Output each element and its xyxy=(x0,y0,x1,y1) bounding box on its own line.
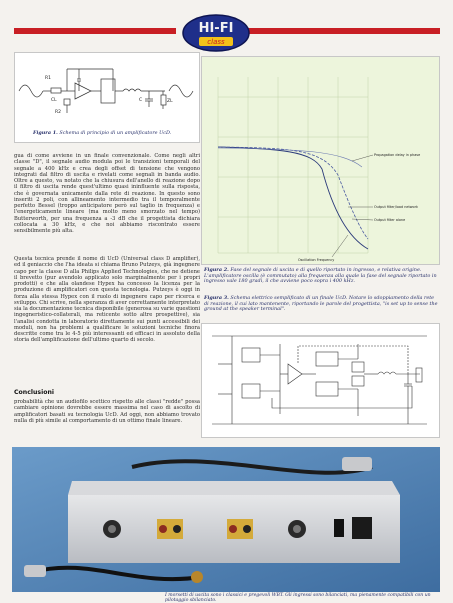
curve-propagation-delay xyxy=(218,148,362,167)
chassis-top xyxy=(68,481,400,495)
figure3-panel xyxy=(201,323,440,438)
input-sine-wave xyxy=(19,85,43,97)
figure3-caption-num: Figura 3. xyxy=(204,295,229,301)
load-zl xyxy=(161,95,166,105)
fig3-speaker-load xyxy=(416,368,422,382)
body-paragraph-2: Questa tecnica prende il nome di UcD (Universal class D amplifier), ed il geniaccio che l'ha ideata si chiama Bruno Putzeys, già ingegnere capo per la classe D alla Philips Applied Technologies, che ne detiene il brevetto (pur avendolo applicato solo marginalmente per i propri prodotti) e che alla olandese Hypex ha concesso la licenza per la produzione di amplificatori con questa tecnologia. Putzeys è oggi in forza alla stessa Hypex con il ruolo di ingegnere capo per ricerca e sviluppo. Chi scrive, nella speranza di aver correttamente interpretato sia la documentazione tecnica disponibile (generosa su varie questioni ingegneristico-collaterali, ma reticente sotto altre prospettive), sia l'analisi condotta in laboratorio direttamente sui punti accessibili dei moduli, non ha problemi a qualificare le soluzioni tecniche finora descritte come tra le 4-5 più interessanti ed efficaci in assoluto della storia dell'amplificazione dell'ultimo quarto di secolo. xyxy=(14,256,201,344)
figure2-caption xyxy=(204,268,440,285)
figure3-schematic xyxy=(202,324,439,437)
driver-lower xyxy=(316,382,338,396)
figure1-caption-text: Schema di principio di un amplificatore UcD. xyxy=(59,130,172,136)
transistor-block-b xyxy=(242,384,260,398)
body-paragraph-3: probabilità che un audiofilo scettico rispetto alle classi "redde" possa cambiare opinione dovrebbe essere massima nel caso di ascolto di amplificatori basati su tecnologia UcD. Ad oggi, non abbiamo trovato nulla di più simile al comportamento di un ottimo finale lineare. xyxy=(14,399,200,424)
resistor-r1 xyxy=(51,88,61,93)
rca-plug-bottom xyxy=(191,571,203,583)
fig3-inductor xyxy=(378,372,396,374)
amplifier-photo-drawing xyxy=(12,447,440,592)
header-red-rule-left xyxy=(14,28,176,34)
figure3-caption-text: Schema elettrico semplificato di un finale UcD. Notare lo sdoppiamento della rete di reazione, il cui lato mantenente, riportando le parole del progettista, "is set up to sense the ground at the speaker terminal". xyxy=(204,295,438,313)
xlr-plug-bottom xyxy=(24,565,46,577)
figure2-phase-chart xyxy=(202,57,439,264)
curve-output-filter-alone xyxy=(218,147,368,239)
figure2-caption-num: Figura 2. xyxy=(204,267,229,273)
annotation-propagation-delay: Propagation delay in phase xyxy=(374,153,421,157)
figure1-caption-num: Figura 1. xyxy=(33,130,58,136)
annotation-output-filter-alone: Output filter alone xyxy=(374,218,406,222)
label-cl: CL xyxy=(51,98,57,103)
driver-upper xyxy=(316,352,338,366)
output-inductor xyxy=(123,89,141,91)
logo-line1: HI-FI xyxy=(198,21,234,36)
hifi-class-logo xyxy=(181,11,251,57)
label-r2: R2 xyxy=(55,110,61,115)
output-sine-wave xyxy=(169,85,193,97)
figure2-caption-text: Fase del segnale di uscita e di quello riportato in ingresso, e relativa origine. L'amplificatore oscilla (è commutato) alla frequenza alla quale la fase del segnale riportato in ingresso vale 180 gradi, il che avviene poco sopra i 400 kHz. xyxy=(204,267,437,285)
curve-output-filter-load xyxy=(218,147,368,249)
amplifier-rear-photo xyxy=(12,447,440,592)
label-zl: ZL xyxy=(167,99,173,104)
body-paragraph-1: gua di come avviene in un finale convenzionale. Come negli altri classe "D", il segnale audio modula poi le transizioni temporali del segnale a 400 kHz e crea degli offset di tensione che vengono integrati dal filtro di uscita e rivelati come segnali in banda audio. Oltre a questo, va notato che la chiusura dell'anello di reazione dopo il filtro di uscita rende quest'ultimo quasi ininfluente sulla risposta, che è governata unicamente dalla rete di reazione. In questo sono inseriti 2 poli, con allineamento intermedio tra il temporalmente perfetto Bessel (troppo anticipatore però sul taglio in frequenza) e l'energeticamente lineare (ma molto meno smorzato nel tempo) Butterworth, per una frequenza a -3 dB che il progettista dichiara collocata a 30 kHz, e che noi abbiamo riscontrato essere sensibilmente più alta. xyxy=(14,153,200,234)
conclusions-heading: Conclusioni xyxy=(14,389,54,396)
transistor-block-a xyxy=(242,348,260,362)
annotation-output-filter-load: Output filter/load network xyxy=(374,205,418,209)
label-c: C xyxy=(139,98,143,103)
logo-line2: class xyxy=(207,38,225,46)
label-r1: R1 xyxy=(45,76,51,81)
figure1-panel xyxy=(14,52,200,143)
power-switch xyxy=(334,519,344,537)
iec-power-socket xyxy=(352,517,372,539)
photo-caption: I morsetti di uscita sono i classici e pregevoli WBT. Gli ingressi sono bilanciati, ma pienamente compatibili con un pilotaggio sbilanciato. xyxy=(165,593,431,603)
header-red-rule-right xyxy=(248,28,440,34)
figure2-panel xyxy=(201,56,440,265)
comparator-symbol xyxy=(75,83,91,99)
annotation-oscillation-frequency: Oscillation Frequency xyxy=(298,258,335,262)
xlr-plug-top xyxy=(342,457,372,471)
figure3-caption xyxy=(204,296,440,313)
figure1-schematic xyxy=(15,55,199,123)
figure1-caption xyxy=(33,131,198,137)
comparator-fig3 xyxy=(288,364,302,384)
